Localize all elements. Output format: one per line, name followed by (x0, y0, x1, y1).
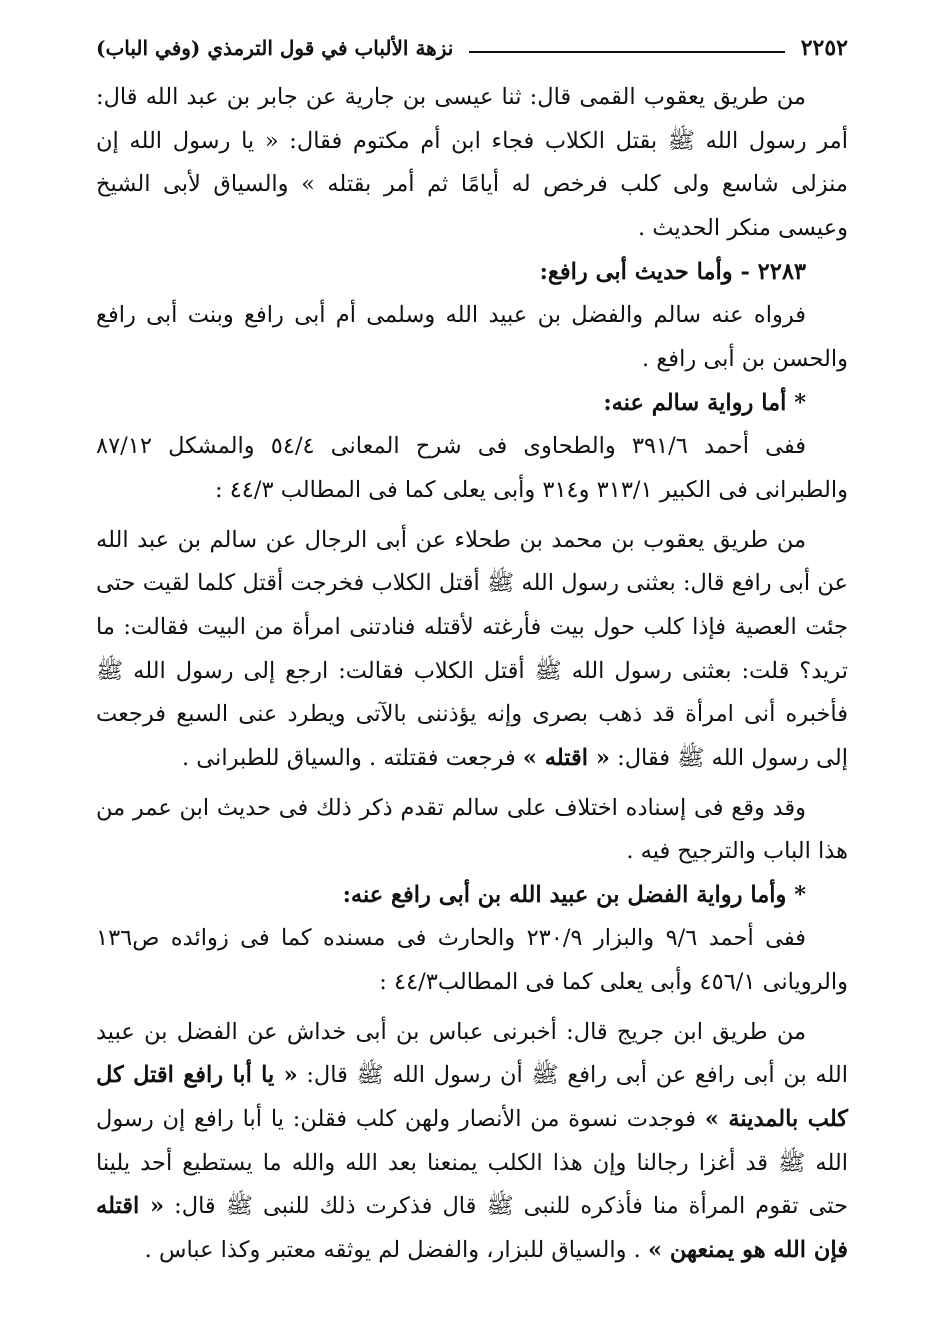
paragraph-7 (96, 1011, 848, 1273)
paragraph-3: ففى أحمد ٣٩١/٦ والطحاوى فى شرح المعانى ٥٤/٤ والمشكل ٨٧/١٢ والطبرانى فى الكبير ٣١٣/١ و٣١٤ وأبى يعلى كما فى المطالب ٤٤/٣ : (96, 433, 848, 503)
paragraph-4-text-b: فرجعت فقتلته . والسياق للطبرانى . (182, 744, 523, 771)
paragraph-4-text-a: من طريق يعقوب بن محمد بن طحلاء عن أبى الرجال عن سالم بن عبد الله عن أبى رافع قال: بعثنى رسول الله ﷺ أقتل الكلاب فخرجت أقتل كلما لقيت حتى جئت العصية فإذا كلب حول بيت فأرغته لأقتله فنادتنى امرأة من البيت فقالت: ما تريد؟ قلت: بعثنى رسول الله ﷺ أقتل الكلاب فقالت: ارجع إلى رسول الله ﷺ فأخبره أنى امرأة قد ذهب بصرى وإنه يؤذننى بالآتى ويطرد عنى السبع فرجعت إلى رسول الله ﷺ فقال: (96, 526, 848, 771)
page-body (96, 76, 848, 1273)
subheading-fadl: * وأما رواية الفضل بن عبيد الله بن أبى رافع عنه: (342, 881, 806, 908)
page-header (96, 30, 848, 66)
page-number: ٢٢٥٢ (800, 35, 848, 61)
paragraph-7-text-b: فوجدت نسوة من الأنصار ولهن كلب فقلن: يا أبا رافع إن رسول الله ﷺ قد أغزا رجالنا وإن هذا الكلب يمنعنا بعد الله والله ما يستطيع أحد يلينا حتى تقوم المرأة منا فأذكره للنبى ﷺ قال فذكرت ذلك للنبى ﷺ قال: (96, 1106, 848, 1220)
paragraph-7-text-a: من طريق ابن جريج قال: أخبرنى عباس بن أبى خداش عن الفضل بن عبيد الله بن أبى رافع عن أبى رافع ﷺ أن رسول الله ﷺ قال: (96, 1018, 849, 1089)
paragraph-4 (96, 519, 848, 781)
paragraph-7-text-c: . والسياق للبزار، والفضل لم يوثقه معتبر وكذا عباس . (144, 1237, 648, 1264)
section-heading-2283: ٢٢٨٣ - وأما حديث أبى رافع: (539, 258, 806, 285)
paragraph-1: من طريق يعقوب القمى قال: ثنا عيسى بن جارية عن جابر بن عبد الله قال: أمر رسول الله ﷺ بقتل الكلاب فجاء ابن أم مكتوم فقال: « يا رسول الله إن منزلى شاسع ولى كلب فرخص له أيامًا ثم أمر بقتله » والسياق لأبى الشيخ وعيسى منكر الحديث . (96, 84, 848, 241)
paragraph-2: فرواه عنه سالم والفضل بن عبيد الله وسلمى أم أبى رافع وبنت أبى رافع والحسن بن أبى رافع . (96, 302, 848, 372)
paragraph-5: وقد وقع فى إسناده اختلاف على سالم تقدم ذكر ذلك فى حديث ابن عمر من هذا الباب والترجيح فيه . (96, 794, 848, 865)
paragraph-7-quote-2: « اقتله فإن الله هو يمنعهن » (96, 1193, 848, 1264)
paragraph-7-quote-1: « يا أبا رافع اقتل كل كلب بالمدينة » (96, 1062, 848, 1133)
subheading-salim: * أما رواية سالم عنه: (603, 389, 806, 416)
paragraph-4-quote: « اقتله » (522, 744, 610, 771)
running-title: نزهة الألباب في قول الترمذي (وفي الباب) (96, 36, 454, 60)
header-rule (469, 51, 784, 53)
paragraph-6: ففى أحمد ٩/٦ والبزار ٢٣٠/٩ والحارث فى مسنده كما فى زوائده ص١٣٦ والرويانى ٤٥٦/١ وأبى يعلى كما فى المطالب٤٤/٣ : (96, 925, 848, 996)
